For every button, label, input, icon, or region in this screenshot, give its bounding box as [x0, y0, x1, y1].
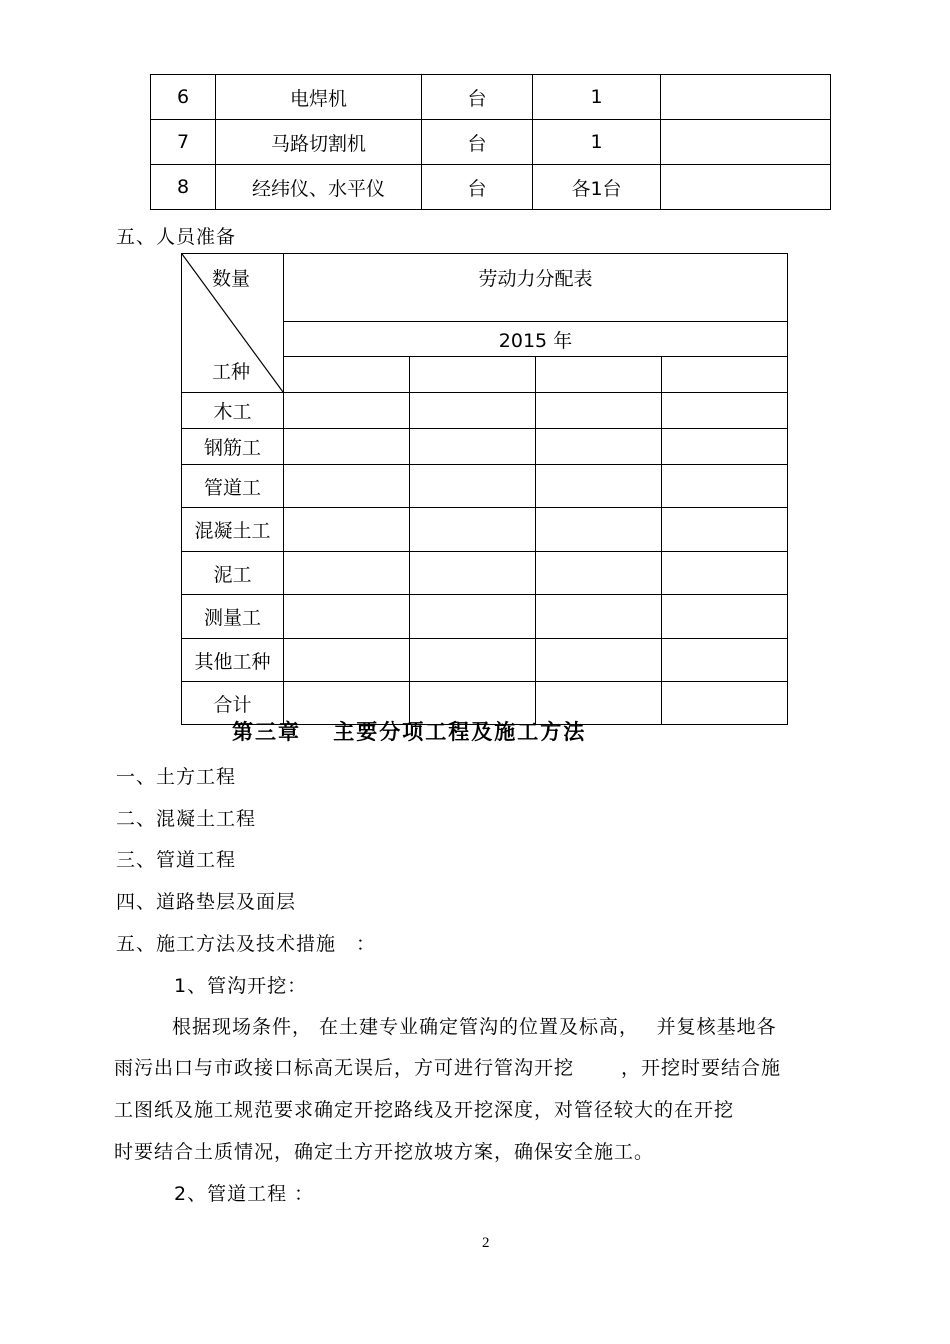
trade-label: 管道工: [182, 465, 284, 508]
corner-top-label: 数量: [212, 268, 251, 290]
table-cell: [410, 552, 536, 595]
table-cell: [410, 465, 536, 508]
table-row: [182, 254, 788, 322]
corner-cell: [182, 254, 284, 393]
table-title: 劳动力分配表: [284, 254, 788, 322]
table-cell: [662, 552, 788, 595]
trade-label: 泥工: [182, 552, 284, 595]
table-cell: [662, 357, 788, 393]
table-cell: [410, 429, 536, 465]
paragraph-line: 时要结合土质情况，确定土方开挖放坡方案，确保安全施工。: [114, 1141, 655, 1163]
section-heading: 二、混凝土工程: [116, 808, 257, 830]
table-cell: [662, 639, 788, 682]
paragraph-line: 根据现场条件， 在土建专业确定管沟的位置及标高， 并复核基地各: [172, 1016, 777, 1038]
trade-label: 测量工: [182, 595, 284, 639]
table-cell: [284, 552, 410, 595]
table-cell: [662, 508, 788, 552]
table-cell: [284, 393, 410, 429]
table-row: [182, 595, 788, 639]
table-row: [151, 165, 831, 210]
row-number: 8: [151, 165, 216, 210]
equipment-unit: 台: [422, 75, 533, 120]
labor-table: [181, 253, 788, 725]
table-cell: [410, 639, 536, 682]
equipment-remark: [661, 120, 831, 165]
equipment-name: 马路切割机: [216, 120, 422, 165]
chapter-title: 第三章 主要分项工程及施工方法: [232, 720, 587, 744]
trade-label: 钢筋工: [182, 429, 284, 465]
table-row: [182, 465, 788, 508]
table-cell: [410, 357, 536, 393]
trade-label: 其他工种: [182, 639, 284, 682]
table-cell: [410, 508, 536, 552]
equipment-name: 经纬仪、水平仪: [216, 165, 422, 210]
subsection-heading: 1、管沟开挖：: [174, 975, 308, 997]
equipment-remark: [661, 75, 831, 120]
equipment-qty: 1: [533, 120, 661, 165]
table-cell: [284, 508, 410, 552]
section-heading: 五、施工方法及技术措施 ：: [116, 933, 377, 955]
table-row: [151, 120, 831, 165]
table-cell: [662, 465, 788, 508]
row-number: 7: [151, 120, 216, 165]
table-cell: [536, 465, 662, 508]
trade-label: 混凝土工: [182, 508, 284, 552]
section-heading: 四、道路垫层及面层: [116, 891, 297, 913]
table-cell: [536, 429, 662, 465]
table-cell: [536, 357, 662, 393]
section-heading: 五、人员准备: [116, 226, 237, 248]
corner-bottom-label: 工种: [212, 361, 251, 383]
section-heading: 三、管道工程: [116, 849, 237, 871]
equipment-name: 电焊机: [216, 75, 422, 120]
table-cell: [662, 595, 788, 639]
section-heading: 一、土方工程: [116, 766, 237, 788]
table-cell: [662, 682, 788, 725]
table-cell: [410, 595, 536, 639]
table-cell: [662, 393, 788, 429]
table-row: [182, 429, 788, 465]
trade-label: 木工: [182, 393, 284, 429]
trade-label: 合计: [182, 682, 284, 725]
table-cell: [284, 639, 410, 682]
table-cell: [284, 465, 410, 508]
equipment-table: [150, 74, 831, 210]
paragraph-line: 工图纸及施工规范要求确定开挖路线及开挖深度，对管径较大的在开挖: [114, 1099, 735, 1121]
row-number: 6: [151, 75, 216, 120]
paragraph-line: 雨污出口与市政接口标高无误后，方可进行管沟开挖 ，开挖时要结合施: [114, 1057, 782, 1079]
table-cell: [284, 357, 410, 393]
equipment-qty: 1: [533, 75, 661, 120]
table-row: [182, 639, 788, 682]
table-cell: [536, 639, 662, 682]
table-cell: [662, 429, 788, 465]
table-cell: [284, 595, 410, 639]
page-number: 2: [482, 1235, 491, 1251]
table-row: [182, 552, 788, 595]
equipment-qty: 各1台: [533, 165, 661, 210]
table-row: [151, 75, 831, 120]
table-row: [182, 393, 788, 429]
table-cell: [536, 508, 662, 552]
subsection-heading: 2、管道工程 ：: [174, 1183, 315, 1205]
equipment-remark: [661, 165, 831, 210]
table-cell: [536, 595, 662, 639]
table-cell: [536, 393, 662, 429]
table-cell: [536, 552, 662, 595]
table-cell: [410, 393, 536, 429]
equipment-unit: 台: [422, 120, 533, 165]
year-header: 2015 年: [284, 322, 788, 357]
table-row: [182, 508, 788, 552]
equipment-unit: 台: [422, 165, 533, 210]
table-cell: [284, 429, 410, 465]
